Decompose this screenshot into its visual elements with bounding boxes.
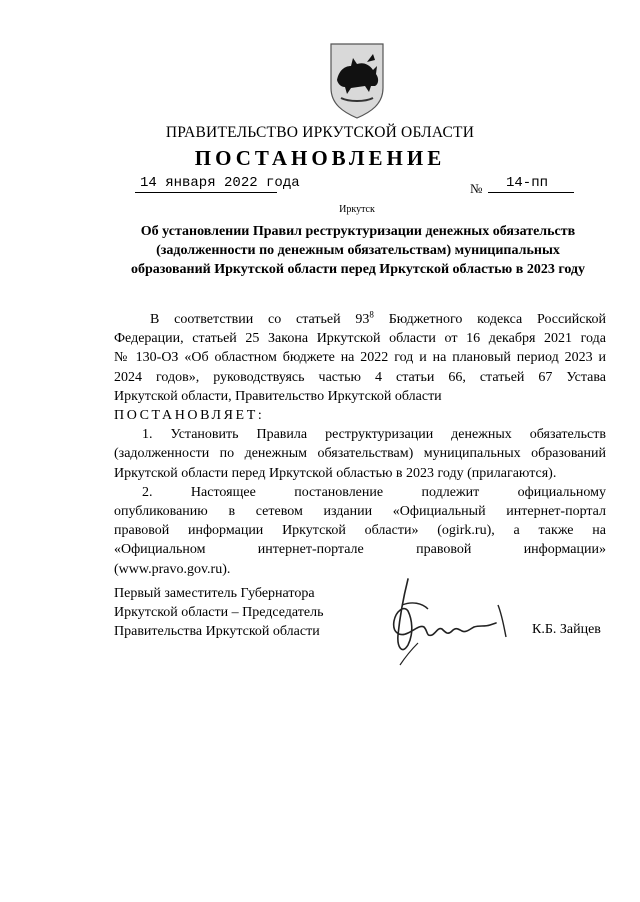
text-line: Федерации, статьей 25 Закона Иркутской области от 16 декабря 2021 года [114,331,606,347]
title-line: (задолженности по денежным обязательствам) муниципальных [156,243,560,258]
organization-name: ПРАВИТЕЛЬСТВО ИРКУТСКОЙ ОБЛАСТИ [165,124,475,141]
title-line: образований Иркутской области перед Иркутской областью в 2023 году [130,262,586,277]
handwritten-signature-icon [378,575,523,667]
document-number: 14-пп [506,175,549,191]
text-line: 2. Настоящее постановление подлежит официальному [142,484,606,500]
signatory-name: К.Б. Зайцев [532,622,601,637]
text-line: Иркутской области, Правительство Иркутской области [114,388,442,404]
text-line: 2024 годов», руководствуясь частью 4 статьи 66, статьей 67 Устава [114,369,606,385]
date-underline [135,192,277,193]
text-line: Иркутской области перед Иркутской областью в 2023 году (прилагаются). [114,465,557,481]
text-line: 1. Установить Правила реструктуризации денежных обязательств [142,427,606,443]
text-line: (www.pravo.gov.ru). [114,561,231,577]
text-line [114,310,606,329]
document-title [110,222,606,279]
title-line: Об установлении Правил реструктуризации денежных обязательств [140,224,576,239]
text-segment: В соответствии со статьей 93 [150,312,370,327]
text-line: (задолженности по денежным обязательствам) муниципальных образований [114,446,606,462]
resolves-heading: ПОСТАНОВЛЯЕТ: [114,408,265,424]
text-line: правовой информации Иркутской области» (ogirk.ru), а также на [114,523,606,539]
text-line: № 130-ОЗ «Об областном бюджете на 2022 год и на плановый период 2023 и [114,350,606,366]
number-underline [488,192,574,193]
position-line: Правительства Иркутской области [114,624,320,639]
item-2 [114,483,606,579]
position-line: Первый заместитель Губернатора [114,586,315,601]
item-1 [114,425,606,483]
irkutsk-emblem-icon [327,40,387,120]
text-line: «Официальном интернет-портале правовой информации» [114,542,606,558]
signatory-position [114,584,323,641]
document-body [114,310,606,579]
city: Иркутск [339,204,375,215]
document-date: 14 января 2022 года [140,175,300,191]
position-line: Иркутской области – Председатель [114,605,324,620]
text-segment: Бюджетного кодекса Российской [373,312,606,327]
number-sign: № [470,181,483,196]
text-line: опубликованию в сетевом издании «Официальный интернет-портал [114,504,606,520]
paragraph-preamble [114,310,606,406]
superscript: 8 [369,309,374,320]
document-type: ПОСТАНОВЛЕНИЕ [194,146,446,170]
